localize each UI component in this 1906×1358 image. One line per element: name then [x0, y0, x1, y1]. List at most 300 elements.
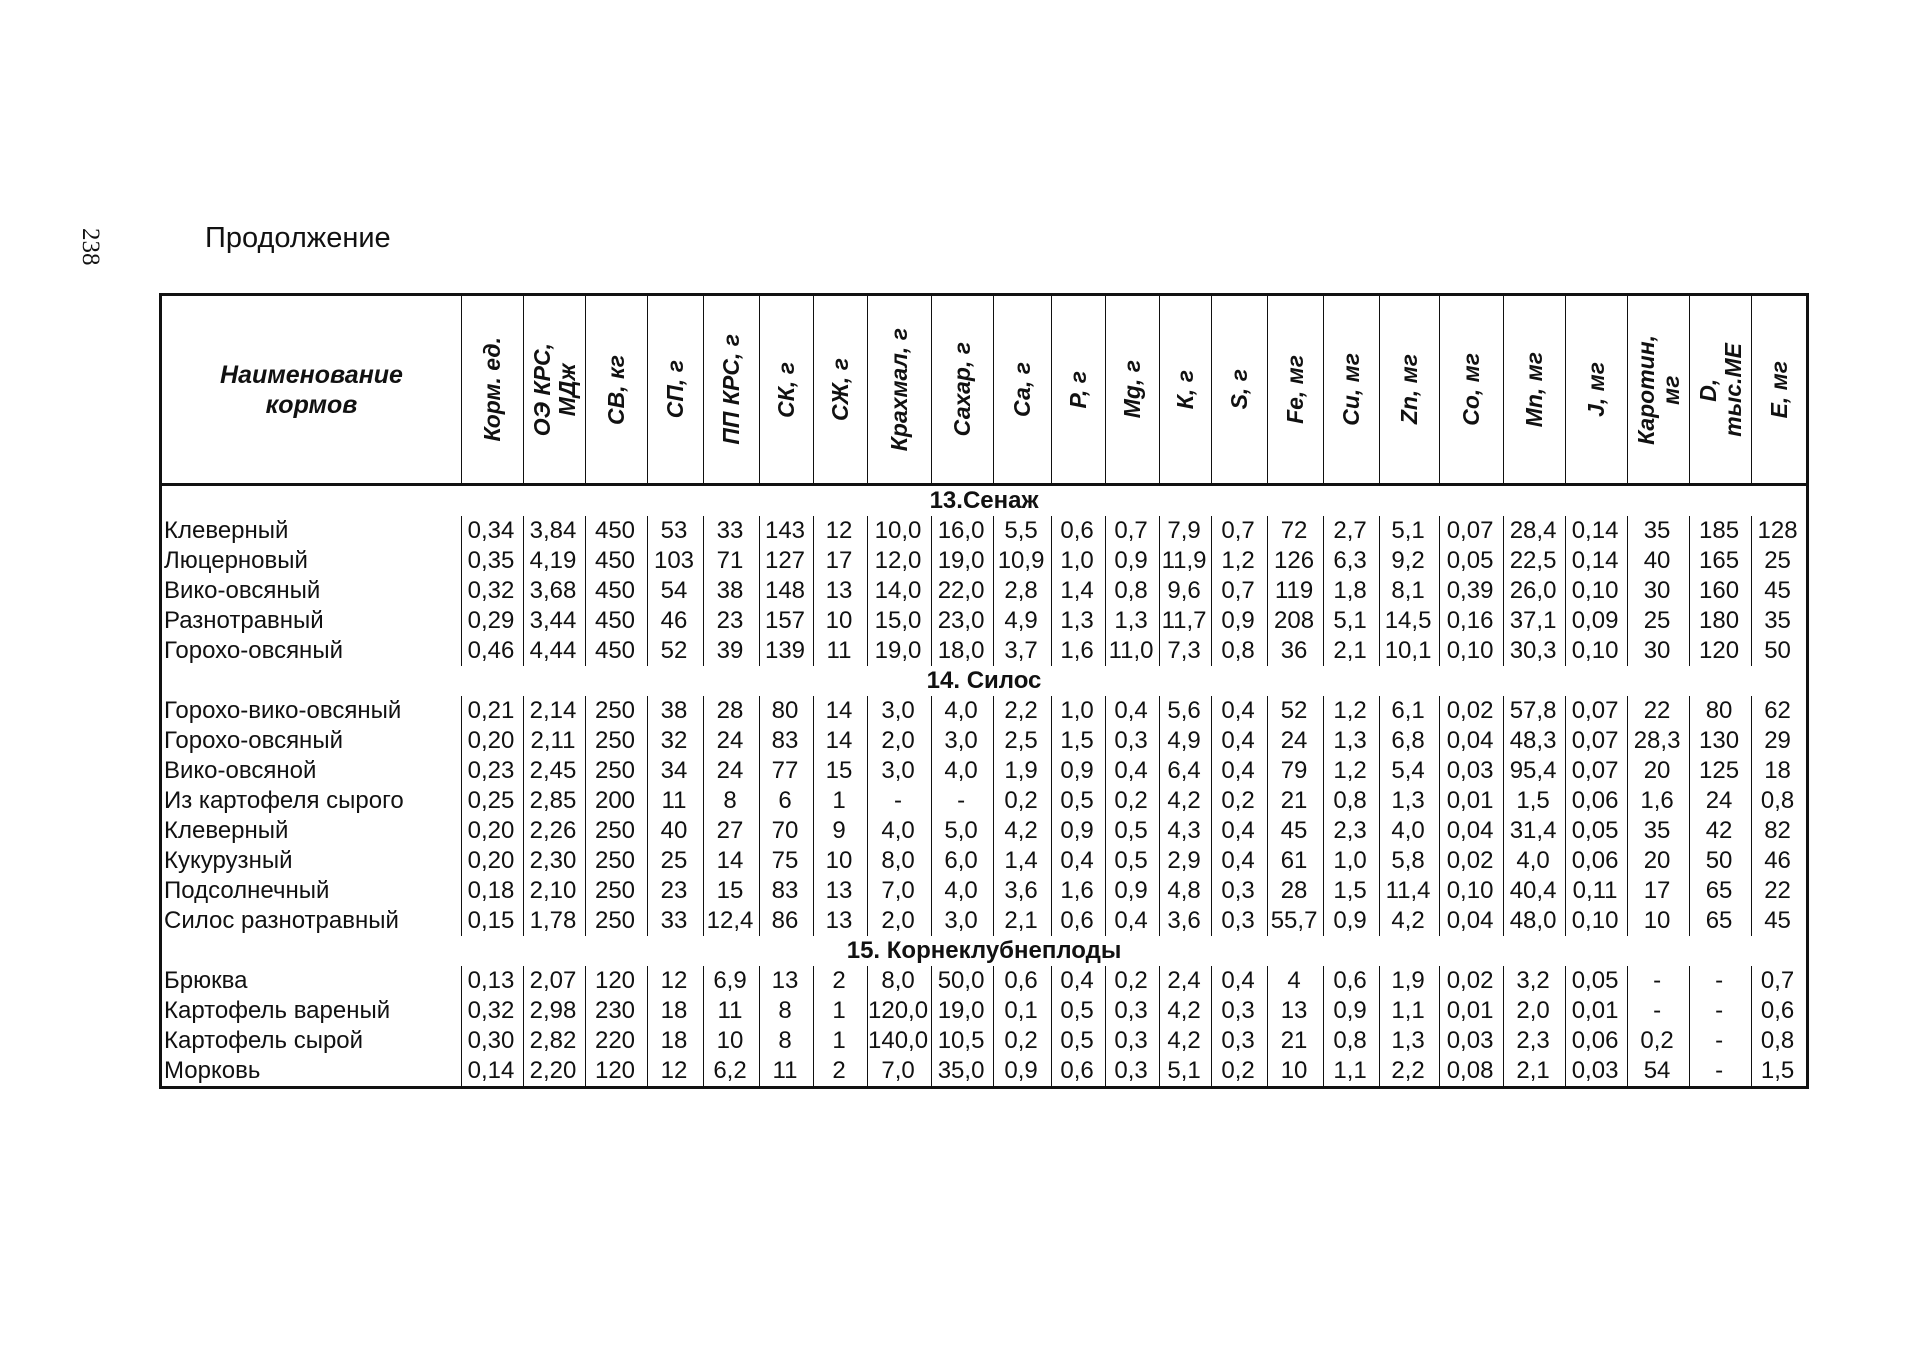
- value-cell: 0,3: [1106, 996, 1160, 1026]
- value-cell: 2,82: [524, 1026, 586, 1056]
- column-header: [524, 295, 586, 485]
- value-cell: 1,3: [1106, 606, 1160, 636]
- value-cell: 0,8: [1752, 786, 1808, 816]
- value-cell: 0,5: [1106, 816, 1160, 846]
- value-cell: 14: [704, 846, 760, 876]
- value-cell: 24: [1690, 786, 1752, 816]
- table-row: [161, 606, 1808, 636]
- value-cell: 22,0: [932, 576, 994, 606]
- section-title: 14. Силос: [161, 666, 1808, 696]
- value-cell: 19,0: [932, 996, 994, 1026]
- column-header-line: Крахмал, г: [886, 327, 913, 452]
- value-cell: 6,4: [1160, 756, 1212, 786]
- value-cell: 1,3: [1052, 606, 1106, 636]
- value-cell: 0,9: [1212, 606, 1268, 636]
- value-cell: 18: [648, 996, 704, 1026]
- value-cell: 19,0: [868, 636, 932, 666]
- value-cell: 2,85: [524, 786, 586, 816]
- column-header-label: [828, 358, 853, 421]
- value-cell: 1: [814, 786, 868, 816]
- value-cell: 0,5: [1052, 996, 1106, 1026]
- feed-name-cell: Подсолнечный: [161, 876, 462, 906]
- value-cell: 0,05: [1566, 816, 1628, 846]
- value-cell: 24: [704, 756, 760, 786]
- value-cell: 3,44: [524, 606, 586, 636]
- value-cell: 13: [760, 966, 814, 996]
- value-cell: 4: [1268, 966, 1324, 996]
- value-cell: 1,8: [1324, 576, 1380, 606]
- value-cell: 25: [648, 846, 704, 876]
- value-cell: 25: [1752, 546, 1808, 576]
- value-cell: 13: [814, 906, 868, 936]
- value-cell: 4,9: [1160, 726, 1212, 756]
- value-cell: 0,3: [1212, 1026, 1268, 1056]
- value-cell: 71: [704, 546, 760, 576]
- column-header-feed-name-line1: Наименование: [220, 360, 403, 389]
- value-cell: 0,9: [1052, 756, 1106, 786]
- column-header-line: D,: [1694, 378, 1721, 401]
- value-cell: 0,14: [1566, 546, 1628, 576]
- column-header-line: Fe, мг: [1282, 355, 1309, 424]
- value-cell: 0,2: [1628, 1026, 1690, 1056]
- value-cell: 4,44: [524, 636, 586, 666]
- value-cell: 0,6: [1752, 996, 1808, 1026]
- value-cell: 8: [704, 786, 760, 816]
- value-cell: 5,1: [1160, 1056, 1212, 1088]
- value-cell: 0,04: [1440, 816, 1504, 846]
- value-cell: 10,5: [932, 1026, 994, 1056]
- feed-name-cell: Вико-овсяной: [161, 756, 462, 786]
- value-cell: 5,5: [994, 516, 1052, 546]
- value-cell: 38: [704, 576, 760, 606]
- column-header-label: [1696, 343, 1746, 437]
- value-cell: 7,0: [868, 1056, 932, 1088]
- value-cell: 11,9: [1160, 546, 1212, 576]
- table-row: [161, 876, 1808, 906]
- value-cell: 0,1: [994, 996, 1052, 1026]
- value-cell: -: [1690, 966, 1752, 996]
- value-cell: 0,03: [1440, 1026, 1504, 1056]
- value-cell: 5,1: [1324, 606, 1380, 636]
- column-header-label: [774, 362, 799, 418]
- value-cell: 95,4: [1504, 756, 1566, 786]
- value-cell: 46: [648, 606, 704, 636]
- value-cell: 0,29: [462, 606, 524, 636]
- value-cell: 0,07: [1566, 726, 1628, 756]
- value-cell: 1,6: [1052, 876, 1106, 906]
- value-cell: 23,0: [932, 606, 994, 636]
- value-cell: 0,39: [1440, 576, 1504, 606]
- value-cell: 23: [648, 876, 704, 906]
- value-cell: 450: [586, 636, 648, 666]
- value-cell: 13: [814, 876, 868, 906]
- value-cell: 2,1: [994, 906, 1052, 936]
- value-cell: 45: [1752, 906, 1808, 936]
- value-cell: -: [1690, 1056, 1752, 1088]
- value-cell: 0,02: [1440, 846, 1504, 876]
- column-header: [868, 295, 932, 485]
- table-row: [161, 1056, 1808, 1088]
- value-cell: 1: [814, 996, 868, 1026]
- value-cell: 0,5: [1052, 1026, 1106, 1056]
- value-cell: 72: [1268, 516, 1324, 546]
- column-header-label: [604, 355, 629, 425]
- value-cell: 33: [648, 906, 704, 936]
- value-cell: 450: [586, 546, 648, 576]
- feed-name-cell: Кукурузный: [161, 846, 462, 876]
- value-cell: 11: [704, 996, 760, 1026]
- table-row: [161, 516, 1808, 546]
- value-cell: 0,4: [1212, 846, 1268, 876]
- value-cell: 20: [1628, 756, 1690, 786]
- column-header-line: Корм. ед.: [479, 337, 505, 442]
- value-cell: 6: [760, 786, 814, 816]
- value-cell: 50: [1752, 636, 1808, 666]
- value-cell: 14: [814, 696, 868, 726]
- value-cell: 79: [1268, 756, 1324, 786]
- table-row: [161, 546, 1808, 576]
- value-cell: 2,3: [1504, 1026, 1566, 1056]
- value-cell: 1,6: [1628, 786, 1690, 816]
- feed-name-cell: Разнотравный: [161, 606, 462, 636]
- value-cell: 250: [586, 906, 648, 936]
- value-cell: 0,8: [1324, 786, 1380, 816]
- value-cell: 11: [648, 786, 704, 816]
- value-cell: 19,0: [932, 546, 994, 576]
- value-cell: 48,0: [1504, 906, 1566, 936]
- column-header: [1566, 295, 1628, 485]
- value-cell: 11,0: [1106, 636, 1160, 666]
- value-cell: 65: [1690, 906, 1752, 936]
- value-cell: 3,0: [868, 756, 932, 786]
- value-cell: 0,04: [1440, 726, 1504, 756]
- value-cell: 2,5: [994, 726, 1052, 756]
- value-cell: 125: [1690, 756, 1752, 786]
- value-cell: 77: [760, 756, 814, 786]
- column-header-label: [1120, 360, 1145, 418]
- value-cell: 12,0: [868, 546, 932, 576]
- value-cell: -: [1628, 996, 1690, 1026]
- table-row: [161, 636, 1808, 666]
- section-title: 13.Сенаж: [161, 485, 1808, 517]
- value-cell: 5,1: [1380, 516, 1440, 546]
- value-cell: 2,07: [524, 966, 586, 996]
- feed-name-cell: Горохо-вико-овсяный: [161, 696, 462, 726]
- value-cell: 22: [1752, 876, 1808, 906]
- column-header-line: Co, мг: [1458, 353, 1485, 426]
- feed-name-cell: Горохо-овсяный: [161, 636, 462, 666]
- value-cell: 0,8: [1106, 576, 1160, 606]
- value-cell: 0,14: [1566, 516, 1628, 546]
- value-cell: 3,6: [994, 876, 1052, 906]
- column-header: [586, 295, 648, 485]
- value-cell: 6,1: [1380, 696, 1440, 726]
- value-cell: 12: [648, 966, 704, 996]
- value-cell: 160: [1690, 576, 1752, 606]
- value-cell: 0,03: [1440, 756, 1504, 786]
- value-cell: 86: [760, 906, 814, 936]
- feed-composition-table: [159, 293, 1809, 1089]
- value-cell: 3,2: [1504, 966, 1566, 996]
- value-cell: 5,4: [1380, 756, 1440, 786]
- column-header-label: [1397, 354, 1422, 424]
- value-cell: 26,0: [1504, 576, 1566, 606]
- value-cell: 38: [648, 696, 704, 726]
- value-cell: 2,8: [994, 576, 1052, 606]
- value-cell: 39: [704, 636, 760, 666]
- value-cell: 10: [704, 1026, 760, 1056]
- value-cell: 1,6: [1052, 636, 1106, 666]
- column-header-label: [719, 334, 744, 445]
- column-header-label: [950, 342, 975, 436]
- value-cell: 0,04: [1440, 906, 1504, 936]
- value-cell: 15: [814, 756, 868, 786]
- value-cell: 0,10: [1566, 906, 1628, 936]
- column-header: [1380, 295, 1440, 485]
- value-cell: 157: [760, 606, 814, 636]
- value-cell: 40: [648, 816, 704, 846]
- value-cell: 3,0: [932, 906, 994, 936]
- value-cell: 8,1: [1380, 576, 1440, 606]
- value-cell: 10,1: [1380, 636, 1440, 666]
- value-cell: 0,6: [1052, 516, 1106, 546]
- value-cell: 0,46: [462, 636, 524, 666]
- value-cell: 0,6: [1052, 906, 1106, 936]
- value-cell: 0,9: [1052, 816, 1106, 846]
- value-cell: 0,15: [462, 906, 524, 936]
- section-row: [161, 666, 1808, 696]
- column-header: [994, 295, 1052, 485]
- value-cell: 0,09: [1566, 606, 1628, 636]
- column-header: [1628, 295, 1690, 485]
- value-cell: 28,3: [1628, 726, 1690, 756]
- value-cell: 35: [1628, 516, 1690, 546]
- value-cell: 83: [760, 876, 814, 906]
- value-cell: 0,07: [1440, 516, 1504, 546]
- value-cell: 6,2: [704, 1056, 760, 1088]
- value-cell: 126: [1268, 546, 1324, 576]
- value-cell: -: [1690, 996, 1752, 1026]
- value-cell: 4,2: [994, 816, 1052, 846]
- value-cell: 130: [1690, 726, 1752, 756]
- value-cell: 28,4: [1504, 516, 1566, 546]
- column-header: [1504, 295, 1566, 485]
- value-cell: 11: [814, 636, 868, 666]
- value-cell: 250: [586, 816, 648, 846]
- feed-name-cell: Клеверный: [161, 516, 462, 546]
- column-header: [1160, 295, 1212, 485]
- value-cell: 0,2: [1106, 966, 1160, 996]
- value-cell: 50: [1690, 846, 1752, 876]
- value-cell: 3,7: [994, 636, 1052, 666]
- value-cell: 4,2: [1160, 1026, 1212, 1056]
- value-cell: 250: [586, 726, 648, 756]
- value-cell: 0,8: [1752, 1026, 1808, 1056]
- value-cell: 0,7: [1752, 966, 1808, 996]
- value-cell: 0,4: [1106, 696, 1160, 726]
- column-header-label: [1010, 362, 1035, 417]
- value-cell: 6,8: [1380, 726, 1440, 756]
- value-cell: 4,2: [1160, 786, 1212, 816]
- value-cell: 14,0: [868, 576, 932, 606]
- value-cell: 7,0: [868, 876, 932, 906]
- value-cell: 30,3: [1504, 636, 1566, 666]
- value-cell: 0,02: [1440, 966, 1504, 996]
- column-header: [1440, 295, 1504, 485]
- value-cell: 2: [814, 966, 868, 996]
- value-cell: 5,6: [1160, 696, 1212, 726]
- value-cell: 0,9: [994, 1056, 1052, 1088]
- value-cell: 48,3: [1504, 726, 1566, 756]
- feed-name-cell: Картофель вареный: [161, 996, 462, 1026]
- value-cell: 0,32: [462, 576, 524, 606]
- value-cell: 0,3: [1106, 726, 1160, 756]
- value-cell: 1,1: [1324, 1056, 1380, 1088]
- value-cell: 5,8: [1380, 846, 1440, 876]
- value-cell: 4,0: [1380, 816, 1440, 846]
- value-cell: 0,03: [1566, 1056, 1628, 1088]
- feed-name-cell: Из картофеля сырого: [161, 786, 462, 816]
- value-cell: 8,0: [868, 846, 932, 876]
- feed-name-cell: Вико-овсяный: [161, 576, 462, 606]
- value-cell: 0,10: [1566, 636, 1628, 666]
- value-cell: 4,0: [932, 756, 994, 786]
- feed-name-cell: Морковь: [161, 1056, 462, 1088]
- column-header-line: К, г: [1172, 369, 1199, 410]
- value-cell: 82: [1752, 816, 1808, 846]
- value-cell: 2,1: [1504, 1056, 1566, 1088]
- value-cell: 0,06: [1566, 846, 1628, 876]
- value-cell: 7,3: [1160, 636, 1212, 666]
- value-cell: 0,2: [994, 786, 1052, 816]
- column-header-line: Сахар, г: [949, 342, 976, 437]
- value-cell: 8: [760, 996, 814, 1026]
- value-cell: 28: [1268, 876, 1324, 906]
- value-cell: 1,5: [1052, 726, 1106, 756]
- value-cell: 1,5: [1504, 786, 1566, 816]
- value-cell: 119: [1268, 576, 1324, 606]
- value-cell: 1,3: [1380, 786, 1440, 816]
- column-header-line: СП, г: [662, 360, 688, 419]
- column-header-line: Mg, г: [1119, 360, 1146, 419]
- value-cell: 450: [586, 516, 648, 546]
- value-cell: 75: [760, 846, 814, 876]
- column-header: [704, 295, 760, 485]
- value-cell: 208: [1268, 606, 1324, 636]
- value-cell: 2,2: [994, 696, 1052, 726]
- value-cell: 120: [586, 966, 648, 996]
- feed-name-cell: Люцерновый: [161, 546, 462, 576]
- column-header: [1752, 295, 1808, 485]
- value-cell: 22,5: [1504, 546, 1566, 576]
- value-cell: 1,9: [1380, 966, 1440, 996]
- value-cell: 2,0: [868, 726, 932, 756]
- value-cell: 0,14: [462, 1056, 524, 1088]
- value-cell: 4,0: [1504, 846, 1566, 876]
- value-cell: 29: [1752, 726, 1808, 756]
- value-cell: 2,9: [1160, 846, 1212, 876]
- value-cell: 33: [704, 516, 760, 546]
- value-cell: 230: [586, 996, 648, 1026]
- value-cell: 0,21: [462, 696, 524, 726]
- value-cell: 18: [1752, 756, 1808, 786]
- section-row: [161, 936, 1808, 966]
- value-cell: 0,05: [1566, 966, 1628, 996]
- value-cell: 4,19: [524, 546, 586, 576]
- value-cell: 0,3: [1106, 1056, 1160, 1088]
- value-cell: 0,4: [1106, 906, 1160, 936]
- table-row: [161, 906, 1808, 936]
- value-cell: 12,4: [704, 906, 760, 936]
- column-header-line: МДж: [553, 363, 580, 416]
- column-header-line: СВ, кг: [603, 354, 629, 425]
- value-cell: 0,05: [1440, 546, 1504, 576]
- value-cell: 1,3: [1380, 1026, 1440, 1056]
- value-cell: 45: [1268, 816, 1324, 846]
- value-cell: 54: [648, 576, 704, 606]
- feed-name-cell: Силос разнотравный: [161, 906, 462, 936]
- value-cell: 0,5: [1052, 786, 1106, 816]
- column-header: [1212, 295, 1268, 485]
- value-cell: 103: [648, 546, 704, 576]
- value-cell: 0,4: [1106, 756, 1160, 786]
- value-cell: 0,01: [1440, 786, 1504, 816]
- value-cell: 140,0: [868, 1026, 932, 1056]
- value-cell: 15,0: [868, 606, 932, 636]
- column-header-line: Zn, мг: [1396, 354, 1423, 425]
- value-cell: 0,2: [1212, 1056, 1268, 1088]
- value-cell: 80: [1690, 696, 1752, 726]
- value-cell: 30: [1628, 576, 1690, 606]
- column-header-line: СК, г: [773, 361, 799, 418]
- column-header-feed-name: [161, 295, 462, 485]
- value-cell: 2: [814, 1056, 868, 1088]
- value-cell: 0,2: [1106, 786, 1160, 816]
- value-cell: 46: [1752, 846, 1808, 876]
- value-cell: 1,5: [1324, 876, 1380, 906]
- column-header: [1324, 295, 1380, 485]
- value-cell: 0,35: [462, 546, 524, 576]
- column-header-label: [1339, 353, 1364, 426]
- value-cell: 180: [1690, 606, 1752, 636]
- value-cell: 1,0: [1052, 696, 1106, 726]
- value-cell: 35: [1628, 816, 1690, 846]
- value-cell: 25: [1628, 606, 1690, 636]
- value-cell: 0,4: [1212, 966, 1268, 996]
- value-cell: 28: [704, 696, 760, 726]
- value-cell: 0,01: [1566, 996, 1628, 1026]
- column-header-line: ПП КРС, г: [718, 334, 744, 445]
- value-cell: 4,8: [1160, 876, 1212, 906]
- value-cell: 8,0: [868, 966, 932, 996]
- column-header: [814, 295, 868, 485]
- value-cell: 21: [1268, 1026, 1324, 1056]
- value-cell: 127: [760, 546, 814, 576]
- column-header: [760, 295, 814, 485]
- table-row: [161, 846, 1808, 876]
- value-cell: 220: [586, 1026, 648, 1056]
- column-header: [1268, 295, 1324, 485]
- value-cell: 0,4: [1212, 726, 1268, 756]
- value-cell: 40,4: [1504, 876, 1566, 906]
- value-cell: 0,8: [1212, 636, 1268, 666]
- value-cell: 0,4: [1212, 756, 1268, 786]
- value-cell: 9,6: [1160, 576, 1212, 606]
- value-cell: 0,08: [1440, 1056, 1504, 1088]
- value-cell: 6,9: [704, 966, 760, 996]
- value-cell: 0,6: [1052, 1056, 1106, 1088]
- value-cell: 2,26: [524, 816, 586, 846]
